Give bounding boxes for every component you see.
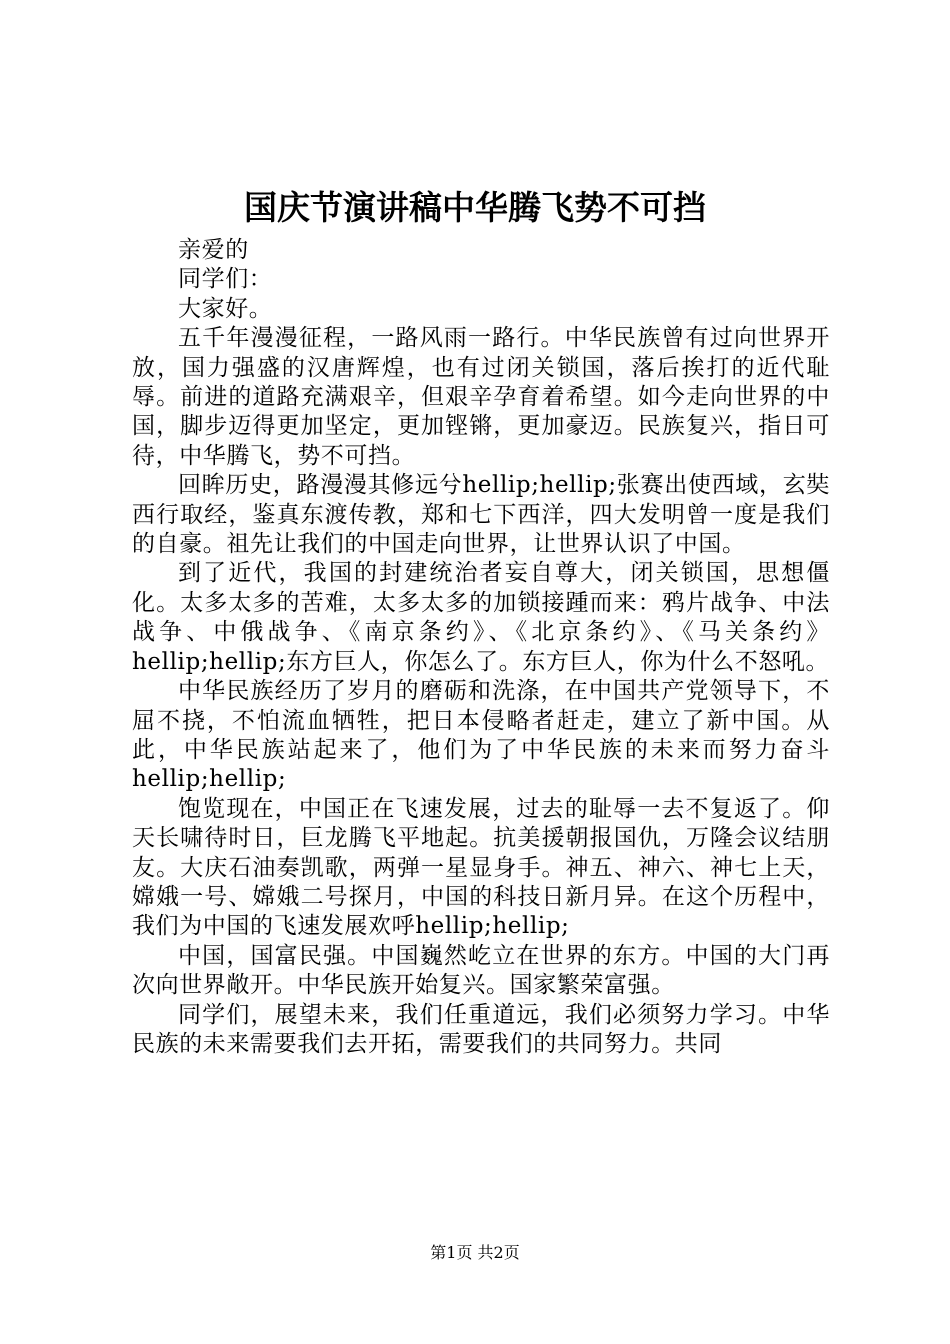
document-title: 国庆节演讲稿中华腾飞势不可挡 [244, 188, 706, 227]
paragraph-intro: 五千年漫漫征程，一路风雨一路行。中华民族曾有过向世界开放，国力强盛的汉唐辉煌，也有过闭关锁国，落后挨打的近代耻辱。前进的道路充满艰辛，但艰辛孕育着希望。如今走向世界的中国，脚步迈得更加坚定，更加铿锵，更加豪迈。民族复兴，指日可待，中华腾飞，势不可挡。 [132, 325, 830, 469]
paragraph-future: 同学们，展望未来，我们任重道远，我们必须努力学习。中华民族的未来需要我们去开拓，需要我们的共同努力。共同 [132, 1001, 830, 1057]
page-footer: 第1页 共2页 [430, 1243, 520, 1262]
paragraph-new-china: 中华民族经历了岁月的磨砺和洗涤，在中国共产党领导下，不屈不挠，不怕流血牺牲，把日本侵略者赶走，建立了新中国。从此，中华民族站起来了，他们为了中华民族的未来而努力奋斗hellip;hellip; [132, 678, 830, 793]
greeting-line: 大家好。 [178, 295, 273, 322]
paragraph-history: 回眸历史，路漫漫其修远兮hellip;hellip;张赛出使西域，玄奘西行取经，鉴真东渡传教，郑和七下西洋，四大发明曾一度是我们的自豪。祖先让我们的中国走向世界，让世界认识了中国。 [132, 472, 830, 558]
document-body [132, 236, 830, 1059]
salutation-line-1: 亲爱的 [178, 237, 249, 263]
paragraph-modern-era: 到了近代，我国的封建统治者妄自尊大，闭关锁国，思想僵化。太多太多的苦难，太多太多的加锁接踵而来：鸦片战争、中法战争、中俄战争、《南京条约》、《北京条约》、《马关条约》hellip;hellip;东方巨人，你怎么了。东方巨人，你为什么不怒吼。 [132, 560, 830, 675]
paragraph-prosperity: 中国，国富民强。中国巍然屹立在世界的东方。中国的大门再次向世界敞开。中华民族开始复兴。国家繁荣富强。 [132, 942, 830, 999]
paragraph-present: 饱览现在，中国正在飞速发展，过去的耻辱一去不复返了。仰天长啸待时日，巨龙腾飞平地起。抗美援朝报国仇，万隆会议结朋友。大庆石油奏凯歌，两弹一星显身手。神五、神六、神七上天，嫦娥一号、嫦娥二号探月，中国的科技日新月异。在这个历程中，我们为中国的飞速发展欢呼hellip;hellip; [132, 795, 830, 940]
salutation-line-2: 同学们： [178, 266, 273, 293]
